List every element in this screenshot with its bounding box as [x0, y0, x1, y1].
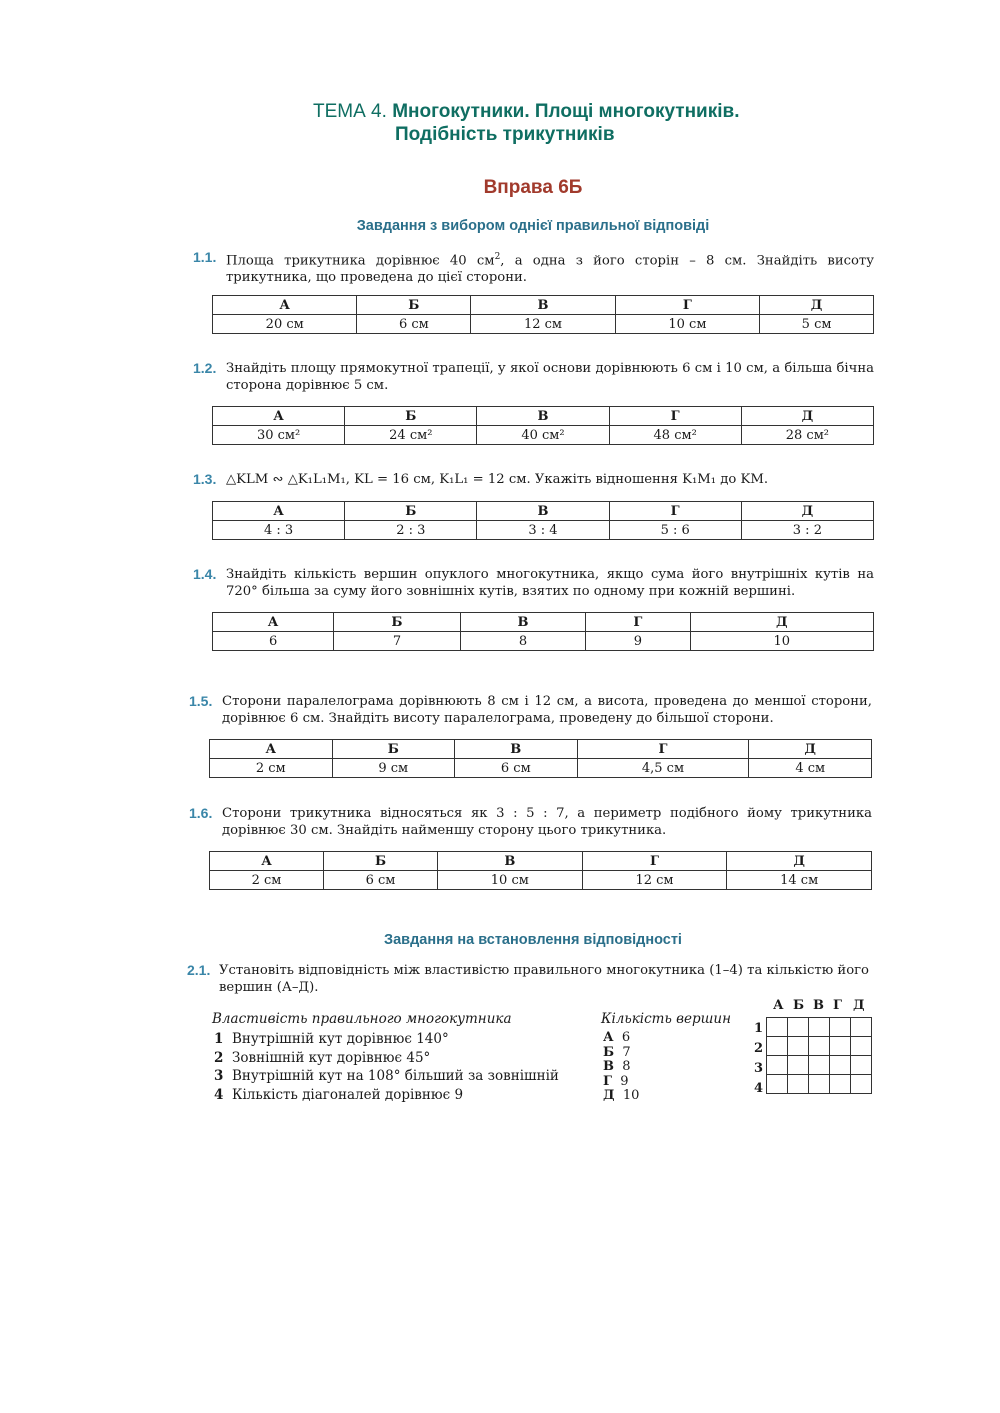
option-label: Б	[324, 852, 438, 871]
list-item: Д 10	[603, 1088, 640, 1103]
option-label: В	[438, 852, 583, 871]
grid-cell[interactable]	[830, 1037, 851, 1056]
grid-cell[interactable]	[767, 1075, 788, 1094]
answer-g[interactable]: 48 см²	[609, 426, 741, 445]
list-item: Б 7	[603, 1044, 631, 1060]
answer-v[interactable]: 40 см²	[477, 426, 609, 445]
question-number: 1.3.	[193, 471, 217, 487]
option-label: А	[210, 852, 324, 871]
answer-v[interactable]: 6 см	[455, 759, 578, 778]
grid-cell[interactable]	[809, 1056, 830, 1075]
answer-b[interactable]: 6 см	[357, 315, 471, 334]
property-list	[214, 1030, 559, 1104]
question-text: Площа трикутника дорівнює 40 $см^2$, а одна з його сторін – 8 см. Знайдіть висоту трикутника, що проведена до цієї сторони.	[226, 252, 874, 286]
option-label: В	[477, 502, 609, 521]
answer-table	[209, 851, 872, 890]
option-label: Г	[582, 852, 727, 871]
question-text: Сторони трикутника відносяться як 3 : 5 : 7, а периметр подібного йому трикутника дорівнює 30 см. Знайдіть найменшу сторону цього трикутника.	[222, 806, 872, 838]
option-label: Д	[749, 740, 872, 759]
list-item: 2 Зовнішній кут дорівнює 45°	[214, 1049, 431, 1066]
grid-col-label: Б	[793, 998, 805, 1013]
grid-col-label: В	[813, 998, 824, 1013]
option-label: Г	[615, 296, 759, 315]
question-number: 1.6.	[189, 805, 213, 821]
answer-d[interactable]: 5 см	[760, 315, 874, 334]
answer-b[interactable]: 2 : 3	[345, 521, 477, 540]
exercise-title: Вправа 6Б	[483, 177, 583, 198]
grid-cell[interactable]	[788, 1018, 809, 1037]
answer-v[interactable]: 3 : 4	[477, 521, 609, 540]
question-text: △KLM ∾ △K₁L₁M₁, KL = 16 см, K₁L₁ = 12 см. Укажіть відношення K₁M₁ до KM.	[226, 472, 769, 487]
question-number: 1.1.	[193, 249, 217, 265]
answer-d[interactable]: 4 см	[749, 759, 872, 778]
grid-cell[interactable]	[767, 1018, 788, 1037]
answer-g[interactable]: 9	[586, 632, 690, 651]
option-label: А	[210, 740, 333, 759]
question-number: 2.1.	[187, 962, 211, 978]
grid-cell[interactable]	[830, 1075, 851, 1094]
answer-g[interactable]: 12 см	[582, 871, 727, 890]
topic-line-2: Подібність трикутників	[395, 124, 615, 145]
answer-a[interactable]: 20 см	[213, 315, 357, 334]
grid-cell[interactable]	[851, 1018, 872, 1037]
grid-cell[interactable]	[809, 1037, 830, 1056]
grid-cell[interactable]	[788, 1056, 809, 1075]
left-column-title: Властивість правильного многокутника	[212, 1011, 512, 1027]
option-label: В	[455, 740, 578, 759]
option-label: В	[477, 407, 609, 426]
answer-d[interactable]: 14 см	[727, 871, 872, 890]
question-text: Установіть відповідність між властивістю правильного многокутника (1–4) та кількістю його вершин (А–Д).	[219, 963, 869, 995]
option-label: А	[213, 296, 357, 315]
question-number: 1.4.	[193, 566, 217, 582]
question-number: 1.5.	[189, 693, 213, 709]
grid-row-label: 1	[754, 1021, 764, 1036]
answer-grid	[766, 1017, 872, 1094]
grid-cell[interactable]	[851, 1075, 872, 1094]
grid-row-label: 4	[754, 1081, 764, 1096]
topic-title	[313, 100, 739, 124]
option-label: Б	[345, 502, 477, 521]
answer-b[interactable]: 24 см²	[345, 426, 477, 445]
right-column-title: Кількість вершин	[601, 1011, 731, 1027]
grid-cell[interactable]	[830, 1018, 851, 1037]
option-label: Д	[741, 502, 873, 521]
answer-b[interactable]: 9 см	[332, 759, 455, 778]
option-label: А	[213, 613, 334, 632]
answer-a[interactable]: 6	[213, 632, 334, 651]
grid-cell[interactable]	[809, 1018, 830, 1037]
answer-g[interactable]: 5 : 6	[609, 521, 741, 540]
answer-table	[209, 739, 872, 778]
option-label: Б	[357, 296, 471, 315]
grid-cell[interactable]	[830, 1056, 851, 1075]
list-item: В 8	[603, 1059, 631, 1074]
answer-a[interactable]: 30 см²	[213, 426, 345, 445]
question-text: Знайдіть кількість вершин опуклого многокутника, якщо сума його внутрішніх кутів на 720° більша за суму його зовнішніх кутів, взятих по одному при кожній вершині.	[226, 567, 874, 599]
option-label: Д	[741, 407, 873, 426]
grid-cell[interactable]	[788, 1075, 809, 1094]
vertex-count-list	[603, 1031, 639, 1104]
answer-a[interactable]: 2 см	[210, 759, 333, 778]
topic-prefix: ТЕМА 4.	[313, 101, 387, 122]
answer-d[interactable]: 10	[690, 632, 873, 651]
section-title-single-choice: Завдання з вибором однієї правильної відповіді	[356, 218, 710, 234]
answer-table	[212, 612, 874, 651]
option-label: Д	[690, 613, 873, 632]
option-label: Б	[332, 740, 455, 759]
answer-b[interactable]: 7	[334, 632, 461, 651]
answer-b[interactable]: 6 см	[324, 871, 438, 890]
grid-cell[interactable]	[851, 1037, 872, 1056]
answer-g[interactable]: 4,5 см	[577, 759, 749, 778]
grid-cell[interactable]	[809, 1075, 830, 1094]
grid-cell[interactable]	[788, 1037, 809, 1056]
option-label: Г	[586, 613, 690, 632]
option-label: Г	[609, 502, 741, 521]
option-label: В	[460, 613, 585, 632]
option-label: Г	[609, 407, 741, 426]
grid-row-label: 3	[754, 1061, 764, 1076]
list-item: 1 Внутрішній кут дорівнює 140°	[214, 1031, 449, 1047]
grid-cell[interactable]	[851, 1056, 872, 1075]
answer-v[interactable]: 8	[460, 632, 585, 651]
option-label: Д	[727, 852, 872, 871]
answer-table	[212, 295, 874, 334]
answer-a[interactable]: 4 : 3	[213, 521, 345, 540]
list-item: А 6	[603, 1030, 631, 1045]
question-text: Знайдіть площу прямокутної трапеції, у якої основи дорівнюють 6 см і 10 см, а більша бічна сторона дорівнює 5 см.	[226, 361, 874, 393]
option-label: Б	[334, 613, 461, 632]
option-label: В	[471, 296, 615, 315]
topic-line-1: Многокутники. Площі многокутників.	[392, 101, 740, 122]
answer-d[interactable]: 3 : 2	[741, 521, 873, 540]
grid-cell[interactable]	[767, 1056, 788, 1075]
answer-v[interactable]: 12 см	[471, 315, 615, 334]
grid-col-label: А	[773, 998, 784, 1013]
answer-v[interactable]: 10 см	[438, 871, 583, 890]
list-item: Г 9	[603, 1073, 629, 1089]
option-label: А	[213, 407, 345, 426]
answer-g[interactable]: 10 см	[615, 315, 759, 334]
grid-row-headers	[754, 1019, 763, 1099]
question-text: Сторони паралелограма дорівнюють 8 см і 12 см, а висота, проведена до меншої сторони, дорівнює 6 см. Знайдіть висоту паралелограма, проведену до більшої сторони.	[222, 694, 872, 726]
list-item: 3 Внутрішній кут на 108° більший за зовнішній	[214, 1068, 559, 1084]
answer-d[interactable]: 28 см²	[741, 426, 873, 445]
answer-table	[212, 501, 874, 540]
grid-col-label: Д	[853, 998, 865, 1013]
grid-col-label: Г	[833, 998, 842, 1013]
question-number: 1.2.	[193, 360, 217, 376]
option-label: Д	[760, 296, 874, 315]
option-label: Б	[345, 407, 477, 426]
answer-a[interactable]: 2 см	[210, 871, 324, 890]
option-label: А	[213, 502, 345, 521]
list-item: 4 Кількість діагоналей дорівнює 9	[214, 1086, 464, 1103]
grid-cell[interactable]	[767, 1037, 788, 1056]
answer-table	[212, 406, 874, 445]
section-title-matching: Завдання на встановлення відповідності	[384, 932, 682, 948]
grid-row-label: 2	[754, 1041, 764, 1056]
option-label: Г	[577, 740, 749, 759]
